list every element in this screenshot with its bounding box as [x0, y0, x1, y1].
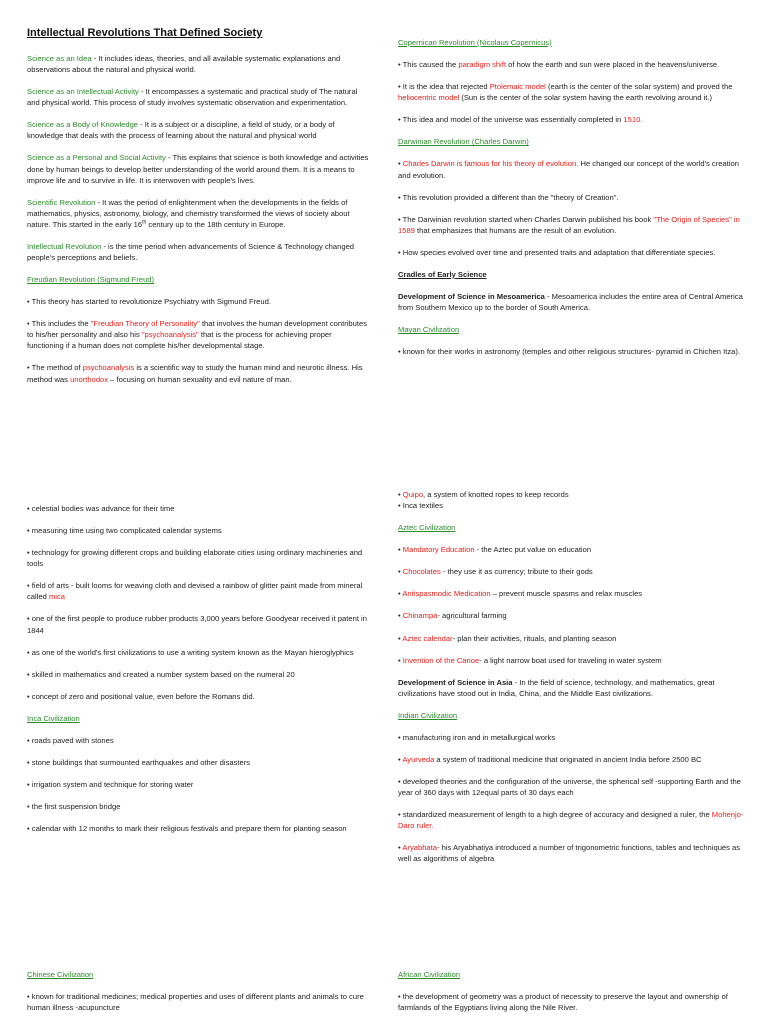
document-title: Intellectual Revolutions That Defined Society [27, 27, 263, 39]
text-run: (Sun is the center of the solar system having the earth revolving around it.) [459, 93, 713, 103]
paragraph [398, 158, 744, 180]
text-run: He changed our concept of the world's creation and evolution. [398, 159, 739, 180]
text-run: • the first suspension bridge [27, 802, 121, 812]
paragraph [398, 776, 744, 798]
text-run: Darwinian Revolution (Charles Darwin) [398, 137, 529, 147]
text-run: • This revolution provided a different than the "theory of Creation". [398, 192, 619, 202]
text-run: • manufacturing iron and in metallurgical works [398, 732, 556, 742]
paragraph [27, 86, 369, 108]
text-run: • known for their works in astronomy (temples and other religious structures- pyramid in Chichen Itza). [398, 347, 740, 357]
text-run: • This idea and model of the universe was essentially completed in [398, 115, 624, 125]
highlighted-term: "Freudian Theory of Personality" [90, 319, 200, 329]
text-run: • [398, 589, 403, 599]
paragraph [398, 566, 744, 577]
paragraph [27, 503, 369, 514]
section-heading [398, 37, 744, 48]
text-run: • developed theories and the configuration of the universe, the spherical self -supporting Earth and the year of 360 days with 12equal parts of 30 days each [398, 777, 741, 798]
paragraph [27, 53, 369, 75]
text-run: • roads paved with stones [27, 735, 114, 745]
text-run: • The Darwinian revolution started when Charles Darwin published his book [398, 214, 654, 224]
paragraph [398, 842, 744, 864]
highlighted-term: Aryabhata [402, 843, 437, 853]
text-run: - It was the period of enlightenment when the developments in the fields of mathematics, physics, astronomy, biology, and chemistry transformed the views of society about nature. This started in the early 16 [27, 197, 350, 229]
column-right-upper [398, 37, 744, 368]
paragraph [27, 362, 369, 384]
text-run: • This theory has started to revolutionize Psychiatry with Sigmund Freud. [27, 297, 271, 307]
text-run: , a system of knotted ropes to keep records [423, 490, 569, 499]
text-run: Aztec Civilization [398, 523, 456, 533]
section-heading [398, 136, 744, 147]
text-run: • [398, 843, 403, 853]
text-run: • How species evolved over time and presented traits and adaptation that differentiate species. [398, 247, 716, 257]
paragraph [398, 754, 744, 765]
text-run: - his Aryabhatiya introduced a number of trigonometric functions, tables and techniques as well as algorithms of algebra [398, 843, 741, 864]
text-run: Chinese Civilization [27, 970, 94, 979]
paragraph [398, 991, 744, 1013]
paragraph [27, 580, 369, 602]
text-run: - Mesoamerica includes the entire area of Central America from Southern Mexico up to the border of South America. [398, 292, 743, 313]
highlighted-term: mica [48, 592, 65, 602]
highlighted-term: Ptolemaic model [489, 82, 546, 92]
text-run: - the Aztec put value on education [474, 545, 592, 555]
text-run: • calendar with 12 months to mark their religious festivals and prepare them for planting season [27, 824, 347, 834]
term-label: Science as a Body of Knowledge [27, 120, 139, 130]
text-run: that involves the human development contributes to his/her personality and also his [27, 319, 367, 340]
highlighted-term: heliocentric model [398, 93, 460, 103]
text-run: • standardized measurement of length to a high degree of accuracy and designed a ruler, the [398, 810, 712, 820]
paragraph [398, 81, 744, 103]
text-run: African Civilization [398, 970, 461, 979]
paragraph [27, 318, 369, 351]
highlighted-term: "psychoanalysis" [141, 330, 199, 340]
text-run: • [398, 655, 403, 665]
text-run: • as one of the world's first civilizations to use a writing system known as the Mayan hieroglyphics [27, 647, 354, 657]
paragraph [398, 114, 744, 125]
text-run: • The method of [27, 363, 83, 373]
highlighted-term: Chinampa [402, 611, 438, 621]
paragraph [398, 291, 744, 313]
highlighted-term: psychoanalysis [82, 363, 135, 373]
highlighted-term: Chocolates [402, 567, 441, 577]
text-run: • measuring time using two complicated calendar systems [27, 526, 222, 536]
paragraph [27, 197, 369, 230]
text-run: is a scientific way to study the human mind and neurotic illness. His method was [27, 363, 363, 384]
paragraph [27, 241, 369, 263]
paragraph [398, 346, 744, 357]
text-run: • This includes the [27, 319, 91, 329]
text-run: - is the time period when advancements of Science & Technology changed people's perceptions and beliefs. [27, 241, 355, 263]
text-run: of how the earth and sun were placed in the heavens/universe. [506, 60, 720, 70]
text-run: • Inca textiles [398, 501, 443, 511]
paragraph [27, 613, 369, 635]
paragraph [398, 214, 744, 236]
paragraph [398, 269, 744, 280]
highlighted-term: Aztec calendar [402, 633, 453, 643]
column-left-upper [27, 53, 369, 396]
paragraph [398, 247, 744, 258]
text-run: • irrigation system and technique for storing water [27, 780, 194, 790]
text-run: a system of traditional medicine that originated in ancient India before 2500 BC [434, 755, 702, 765]
text-run: • one of the first people to produce rubber products 3,000 years before Goodyear received it patent in 1844 [27, 614, 367, 635]
highlighted-term: unorthodox [70, 374, 109, 384]
term-label: Science as a Personal and Social Activity [27, 153, 166, 163]
highlighted-term: Antispasmodic Medication [402, 589, 491, 599]
paragraph [398, 610, 744, 621]
term-label: Scientific Revolution [27, 197, 96, 207]
text-run: - It is a subject or a discipline, a field of study, or a body of knowledge that deals with the process of learning about the natural and physical world [27, 120, 335, 141]
text-run: th [142, 219, 147, 226]
term-label: Science as an Intellectual Activity [27, 87, 139, 97]
term-label: Science as an Idea [27, 54, 92, 63]
paragraph [27, 735, 369, 746]
paragraph [398, 655, 744, 666]
bold-term: Development of Science in Mesoamerica [398, 292, 545, 302]
paragraph [27, 691, 369, 702]
paragraph [27, 669, 369, 680]
text-run: • [398, 545, 403, 555]
paragraph [398, 192, 744, 203]
highlighted-term: Invention of the Canoe [402, 655, 480, 665]
text-run: • [398, 755, 403, 765]
text-run: Freudian Revolution (Sigmund Freud) [27, 275, 155, 285]
text-run: (earth is the center of the solar system) and proved the [545, 82, 733, 92]
text-run: - In the field of science, technology, and mathematics, great civilizations have stood out in India, China, and the Middle East civilizations. [398, 677, 715, 698]
text-run: • This caused the [398, 60, 459, 70]
section-heading [398, 324, 744, 335]
highlighted-term: Mohenjo-Daro ruler. [398, 810, 744, 831]
text-run: • stone buildings that surmounted earthquakes and other disasters [27, 758, 251, 768]
column-right-middle [398, 489, 744, 876]
column-left-bottom [27, 969, 369, 1024]
paragraph [27, 547, 369, 569]
text-run: – prevent muscle spasms and relax muscles [490, 589, 643, 599]
text-run: • skilled in mathematics and created a number system based on the numeral 20 [27, 669, 295, 679]
paragraph [398, 500, 744, 511]
paragraph [27, 525, 369, 536]
text-run: • [398, 159, 403, 169]
text-run: century up to the 18th century in Europe. [146, 219, 286, 229]
section-heading [27, 274, 369, 285]
section-heading [27, 713, 369, 724]
paragraph [27, 647, 369, 658]
highlighted-term: Quipo [402, 490, 424, 499]
section-heading [398, 522, 744, 533]
text-run: Copernican Revolution (Nicolaus Copernicus) [398, 38, 552, 47]
text-run: - This explains that science is both knowledge and activities done by human beings to develop better understanding of the world around them. It is a means to improve life and to survive in life. It is interwoven with people's lives. [27, 153, 369, 185]
paragraph [398, 588, 744, 599]
paragraph [27, 823, 369, 834]
paragraph [398, 544, 744, 555]
text-run: Mayan Civilization [398, 325, 460, 335]
column-left-middle [27, 503, 369, 845]
column-right-bottom [398, 969, 744, 1024]
section-heading [27, 969, 369, 980]
text-run: - plan their activities, rituals, and planting season [452, 633, 617, 643]
highlighted-term: Ayurveda [402, 755, 435, 765]
term-label: Intellectual Revolution [27, 241, 102, 251]
section-heading [398, 710, 744, 721]
highlighted-term: paradigm shift [458, 60, 507, 70]
bold-term: Cradles of Early Science [398, 269, 487, 279]
paragraph [27, 152, 369, 185]
text-run: • field of arts - built looms for weaving cloth and devised a rainbow of glitter paint made from mineral called [27, 581, 363, 602]
paragraph [27, 779, 369, 790]
text-run: • known for traditional medicines; medical properties and uses of different plants and animals to cure human illness -acupuncture [27, 992, 364, 1013]
paragraph [398, 732, 744, 743]
paragraph [398, 489, 744, 500]
text-run: • concept of zero and positional value, even before the Romans did. [27, 691, 255, 701]
paragraph [398, 633, 744, 644]
text-run: • celestial bodies was advance for their time [27, 504, 175, 513]
text-run: - agricultural farming [437, 611, 507, 621]
highlighted-term: "The Origin of Species" in 1589 [398, 214, 740, 235]
text-run: • It is the idea that rejected [398, 82, 490, 92]
paragraph [398, 59, 744, 70]
text-run: • technology for growing different crops and building elaborate cities using ordinary machineries and tools [27, 548, 363, 569]
highlighted-term: Mandatory Education [402, 545, 475, 555]
text-run: • the development of geometry was a product of necessity to preserve the layout and ownership of farmlands of the Egyptians living along the Nile River. [398, 992, 728, 1013]
text-run: - It includes ideas, theories, and all available systematic explanations and observations about the natural and physical world. [27, 54, 341, 75]
paragraph [398, 809, 744, 831]
paragraph [398, 677, 744, 699]
highlighted-term: 1510. [623, 115, 643, 125]
paragraph [27, 757, 369, 768]
highlighted-term: Charles Darwin is famous for his theory of evolution. [402, 159, 579, 169]
text-run: – focusing on human sexuality and evil nature of man. [108, 374, 292, 384]
text-run: • [398, 611, 403, 621]
paragraph [27, 991, 369, 1013]
text-run: Indian Civilization [398, 710, 458, 720]
text-run: • [398, 567, 403, 577]
section-heading [398, 969, 744, 980]
text-run: - It encompasses a systematic and practical study of The natural and physical world. This process of study involves systematic observation and experimentation. [27, 87, 358, 108]
text-run: • [398, 490, 403, 499]
text-run: that is the process for achieving proper functioning if a human does not complete his/her developmental stage. [27, 330, 332, 351]
text-run: - they use it as currency; tribute to their gods [440, 567, 593, 577]
text-run: that emphasizes that humans are the result of an evolution. [414, 225, 617, 235]
paragraph [27, 801, 369, 812]
text-run: - a light narrow boat used for traveling in water system [479, 655, 662, 665]
paragraph [27, 119, 369, 141]
paragraph [27, 296, 369, 307]
bold-term: Development of Science in Asia [398, 677, 513, 687]
text-run: Inca Civilization [27, 713, 80, 723]
text-run: • [398, 633, 403, 643]
